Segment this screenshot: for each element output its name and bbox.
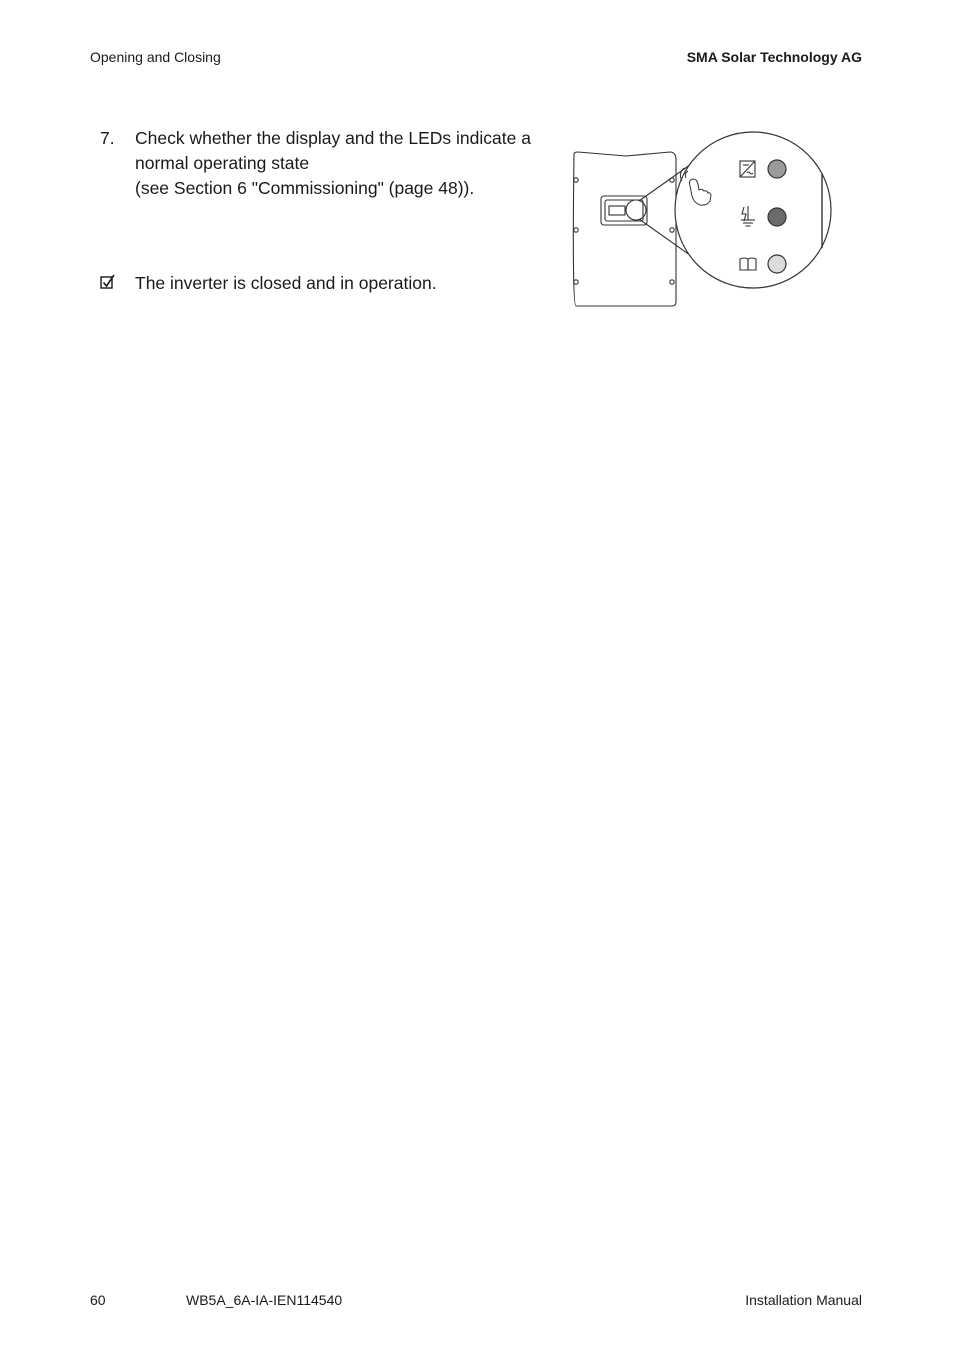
document-title: Installation Manual — [745, 1292, 862, 1308]
led-inverter-status — [768, 160, 786, 178]
header-company-name: SMA Solar Technology AG — [686, 49, 862, 65]
step-line-2: normal operating state — [135, 153, 310, 173]
led-earth-fault — [768, 208, 786, 226]
checkbox-checked-icon — [100, 274, 116, 290]
step-line-1: Check whether the display and the LEDs indicate a — [135, 128, 531, 148]
step-line-3: (see Section 6 "Commissioning" (page 48)). — [135, 178, 475, 198]
inverter-housing — [573, 152, 676, 306]
header-section-title: Opening and Closing — [90, 49, 221, 65]
inverter-led-illustration — [566, 126, 838, 312]
led-fault-warning — [768, 255, 786, 273]
step-number: 7. — [100, 128, 115, 148]
zoom-detail-circle — [675, 132, 831, 288]
document-id: WB5A_6A-IA-IEN114540 — [186, 1292, 343, 1308]
step-text — [135, 126, 555, 201]
result-text: The inverter is closed and in operation. — [135, 273, 437, 293]
page-number: 60 — [90, 1292, 106, 1308]
